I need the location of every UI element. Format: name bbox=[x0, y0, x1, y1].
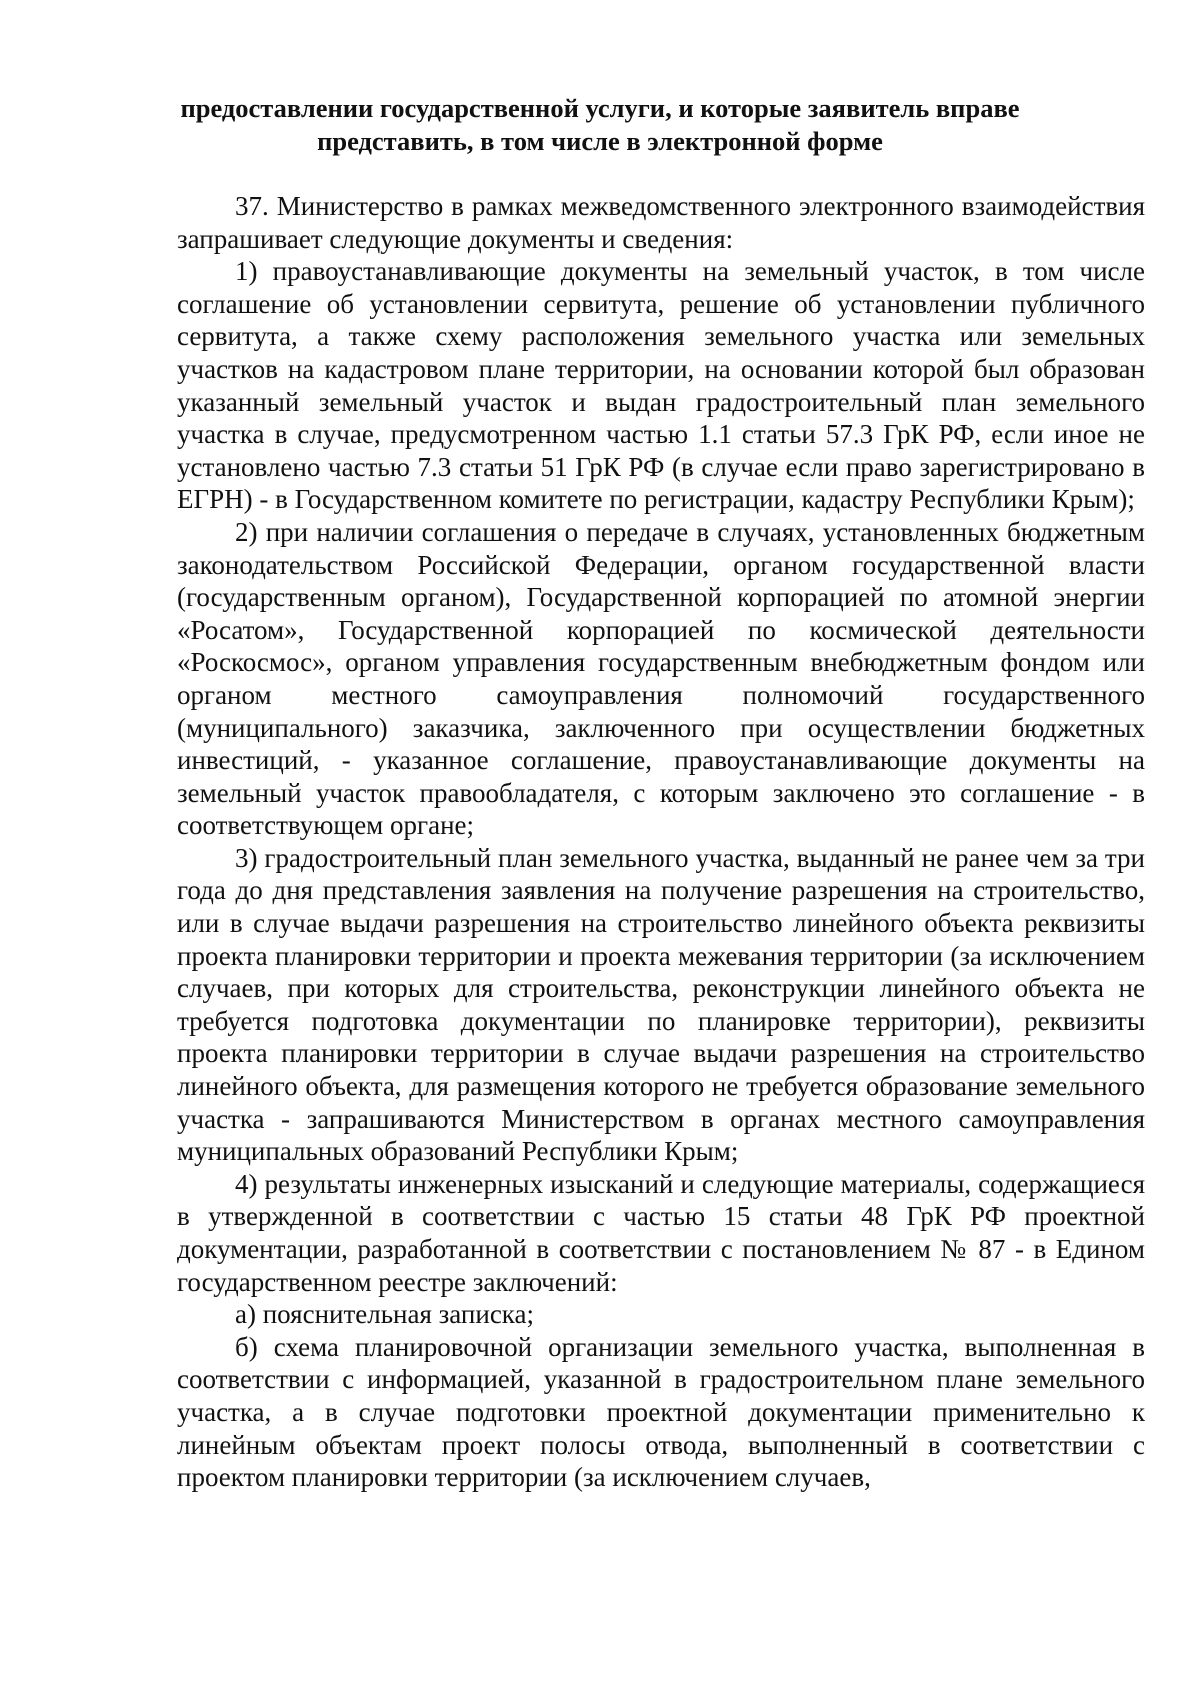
paragraph-item-2: 2) при наличии соглашения о передаче в случаях, установленных бюджетным законодательством Российской Федерации, органом государственной власти (государственным органом), Государственной корпорацией по атомной энергии «Росатом», Государственной корпорацией по космической деятельности «Роскосмос», органом управления государственным внебюджетным фондом или органом местного самоуправления полномочий государственного (муниципального) заказчика, заключенного при осуществлении бюджетных инвестиций, - указанное соглашение, правоустанавливающие документы на земельный участок правообладателя, с которым заключено это соглашение - в соответствующем органе; bbox=[177, 516, 1145, 841]
paragraph-subitem-b: б) схема планировочной организации земельного участка, выполненная в соответствии с информацией, указанной в градостроительном плане земельного участка, а в случае подготовки проектной документации применительно к линейным объектам проект полосы отвода, выполненный в соответствии с проектом планировки территории (за исключением случаев, bbox=[177, 1331, 1145, 1493]
heading-line-2: представить, в том числе в электронной форме bbox=[317, 126, 883, 156]
heading-line-1: предоставлении государственной услуги, и которые заявитель вправе bbox=[180, 93, 1020, 123]
paragraph-37: 37. Министерство в рамках межведомственного электронного взаимодействия запрашивает следующие документы и сведения: bbox=[177, 191, 1145, 254]
document-body bbox=[177, 190, 1145, 1494]
paragraph-item-3: 3) градостроительный план земельного участка, выданный не ранее чем за три года до дня представления заявления на получение разрешения на строительство, или в случае выдачи разрешения на строительство линейного объекта реквизиты проекта планировки территории и проекта межевания территории (за исключением случаев, при которых для строительства, реконструкции линейного объекта не требуется подготовка документации по планировке территории), реквизиты проекта планировки территории в случае выдачи разрешения на строительство линейного объекта, для размещения которого не требуется образование земельного участка - запрашиваются Министерством в органах местного самоуправления муниципальных образований Республики Крым; bbox=[177, 842, 1145, 1167]
paragraph-subitem-a: а) пояснительная записка; bbox=[235, 1299, 535, 1330]
paragraph-item-1: 1) правоустанавливающие документы на земельный участок, в том числе соглашение об установлении сервитута, решение об установлении публичного сервитута, а также схему расположения земельного участка или земельных участков на кадастровом плане территории, на основании которой был образован указанный земельный участок и выдан градостроительный план земельного участка в случае, предусмотренном частью 1.1 статьи 57.3 ГрК РФ, если иное не установлено частью 7.3 статьи 51 ГрК РФ (в случае если право зарегистрировано в ЕГРН) - в Государственном комитете по регистрации, кадастру Республики Крым); bbox=[177, 256, 1145, 515]
section-heading bbox=[150, 92, 1050, 158]
paragraph-item-4: 4) результаты инженерных изысканий и следующие материалы, содержащиеся в утвержденной в соответствии с частью 15 статьи 48 ГрК РФ проектной документации, разработанной в соответствии с постановлением № 87 - в Едином государственном реестре заключений: bbox=[177, 1168, 1145, 1297]
